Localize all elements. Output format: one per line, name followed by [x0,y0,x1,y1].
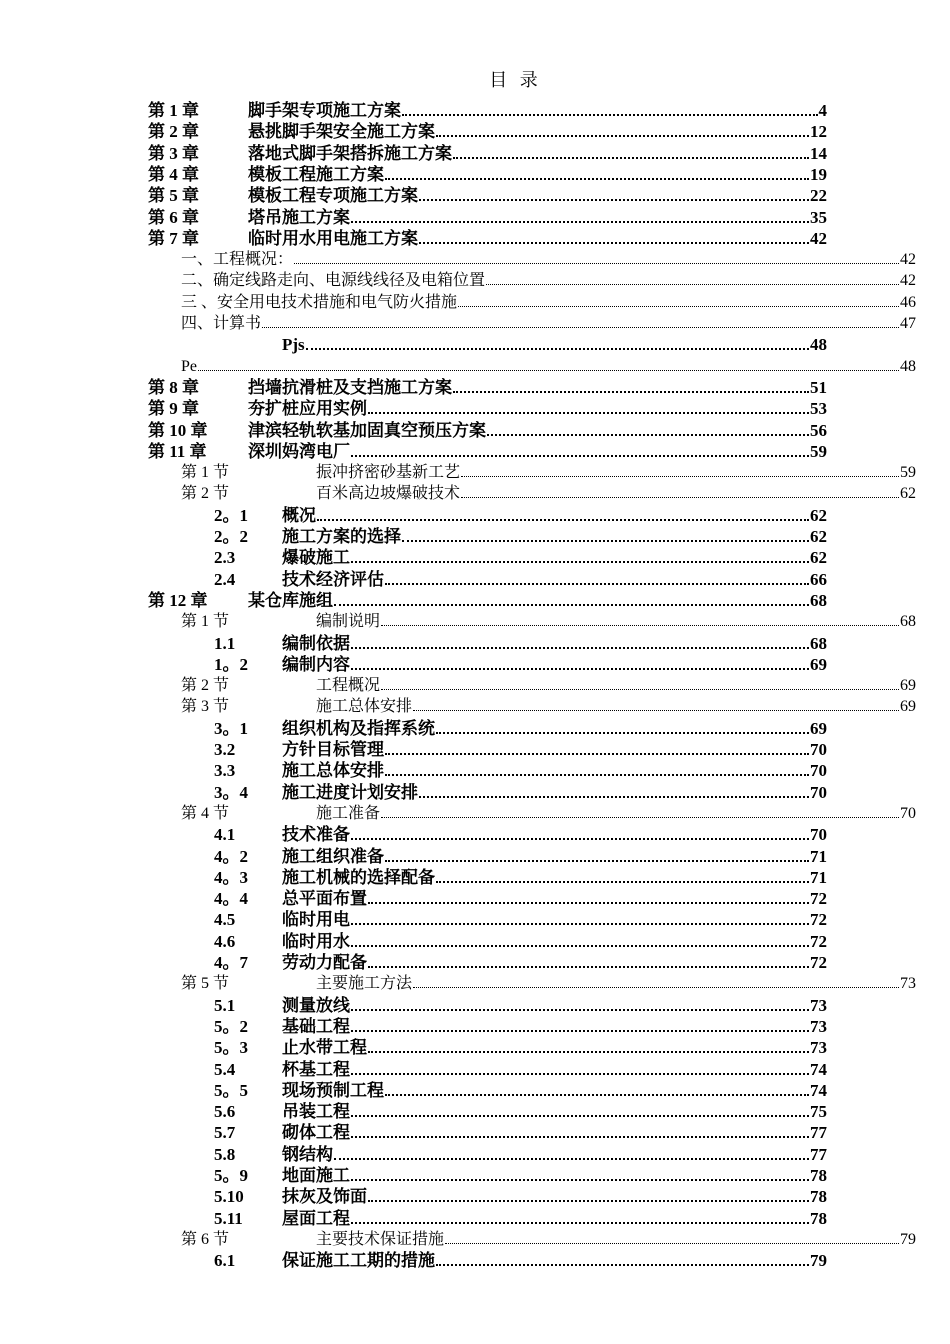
toc-entry-number: 第 5 章 [148,186,199,206]
toc-entry-title: 四、计算书 [181,315,262,332]
dot-leader [487,420,809,436]
toc-entry-title: 施工总体安排 [282,761,384,781]
toc-entry-page-number: 74 [810,1080,827,1100]
toc-entry[interactable] [214,1101,827,1122]
dot-leader [453,143,809,159]
toc-entry-page-number: 73 [810,1016,827,1036]
toc-entry-page-number: 62 [810,505,827,525]
dot-leader [436,867,809,883]
toc-entry-title: 三 、安全用电技术措施和电气防火措施 [181,293,458,311]
toc-entry-title: 止水带工程 [282,1038,367,1058]
toc-entry[interactable] [214,867,827,888]
dot-leader [445,1230,899,1244]
toc-entry-page-number: 53 [810,399,827,419]
toc-entry[interactable] [148,228,827,249]
toc-entry-title: 概况 [282,505,316,525]
dot-leader [385,164,809,180]
dot-leader [334,1144,809,1160]
toc-entry-title: 模板工程施工方案 [248,164,384,184]
dot-leader [351,207,809,223]
toc-entry-number: 4。4 [214,889,248,909]
toc-entry-title: 深圳妈湾电厂 [248,441,350,461]
dot-leader [262,314,899,328]
toc-entry[interactable] [148,377,827,398]
toc-entry[interactable] [148,121,827,142]
toc-entry[interactable] [148,164,827,185]
toc-entry-number: 5.4 [214,1059,236,1079]
toc-entry-page-number: 42 [810,228,827,248]
dot-leader [351,931,809,947]
toc-entry[interactable] [214,824,827,845]
toc-entry-title: 某仓库施组 [248,590,333,610]
dot-leader [351,633,809,649]
toc-entry-page-number: 74 [810,1059,827,1079]
dot-leader [385,739,809,755]
toc-entry-number: 第 1 节 [181,613,230,631]
toc-entry-number: 3.3 [214,761,236,781]
toc-entry-page-number: 69 [810,654,827,674]
toc-entry[interactable] [214,846,827,867]
toc-entry-number: 第 3 章 [148,143,199,163]
toc-entry-title: 临时用电 [282,910,350,930]
toc-entry-number: 3。1 [214,718,248,738]
toc-entry[interactable] [214,760,827,781]
toc-entry-number: 第 7 章 [148,228,199,248]
toc-entry-page-number: 12 [810,122,827,142]
toc-entry[interactable] [214,888,827,909]
toc-entry[interactable] [148,590,827,611]
toc-entry-number: 4。2 [214,846,248,866]
toc-entry[interactable] [214,334,827,355]
dot-leader [351,547,809,563]
toc-entry-title: 施工进度计划安排 [282,782,418,802]
toc-entry[interactable] [214,909,827,930]
dot-leader [198,357,899,371]
dot-leader [458,293,899,307]
toc-entry-number: 2.4 [214,569,236,589]
toc-entry-number: 2。2 [214,527,248,546]
dot-leader [368,1186,809,1202]
dot-leader [381,612,899,626]
dot-leader [351,1122,809,1138]
dot-leader [351,824,809,840]
toc-entry-page-number: 78 [810,1208,827,1228]
toc-entry-page-number: 47 [900,315,916,332]
toc-entry-title: 爆破施工 [282,548,350,568]
dot-leader [453,377,809,393]
toc-entry-title: 方针目标管理 [282,740,384,759]
toc-entry-page-number: 79 [810,1251,827,1271]
toc-entry[interactable] [148,143,827,164]
toc-entry-number: 第 5 节 [181,975,230,993]
toc-entry-page-number: 70 [810,782,827,802]
toc-entry-title: 劳动力配备 [282,953,367,972]
toc-entry[interactable] [214,1250,827,1271]
toc-entry[interactable] [148,207,827,228]
toc-entry[interactable] [148,441,827,462]
toc-entry-title: 工程概况 [316,677,381,695]
toc-entry-number: 第 6 节 [181,1230,230,1248]
toc-entry-number: 5.6 [214,1102,236,1122]
toc-entry-page-number: 14 [810,143,827,163]
toc-entry-page-number: 4 [818,101,827,120]
toc-entry-page-number: 71 [810,846,827,866]
toc-entry-title: 编制说明 [316,613,381,631]
toc-entry[interactable] [214,1186,827,1207]
dot-leader [419,185,809,201]
toc-entry-page-number: 68 [810,590,827,610]
toc-entry-number: 5.10 [214,1187,244,1207]
toc-entry[interactable] [214,1016,827,1037]
toc-entry-number: 1。2 [214,654,248,674]
dot-leader [368,952,809,968]
toc-entry-title: 振冲挤密砂基新工艺 [316,464,461,482]
toc-entry-number: 6.1 [214,1251,236,1271]
toc-entry-number: 4.6 [214,931,236,951]
toc-entry[interactable] [214,718,827,739]
toc-entry-title: 保证施工工期的措施 [282,1251,435,1271]
toc-entry[interactable] [181,696,916,717]
dot-leader [385,846,809,862]
toc-entry-page-number: 75 [810,1102,827,1122]
dot-leader [402,526,809,542]
dot-leader [317,505,809,521]
toc-entry[interactable] [148,185,827,206]
toc-entry-page-number: 59 [900,464,916,482]
toc-entry[interactable] [214,1208,827,1229]
toc-entry[interactable] [181,356,916,377]
toc-entry-page-number: 62 [810,548,827,568]
toc-entry-title: 夯扩桩应用实例 [248,399,367,419]
toc-entry-title: 一、工程概况： [181,251,294,269]
toc-entry[interactable] [148,420,827,441]
dot-leader [351,441,809,457]
toc-entry[interactable] [181,292,916,313]
toc-entry-page-number: 70 [810,761,827,781]
toc-entry-page-number: 69 [900,698,916,716]
toc-entry-title: 地面施工 [282,1166,350,1185]
toc-entry-number: 第 12 章 [148,590,208,610]
dot-leader [402,100,818,116]
toc-entry-page-number: 77 [810,1144,827,1164]
toc-entry-title: 砌体工程 [282,1123,350,1143]
toc-entry-title: 主要施工方法 [316,975,413,993]
toc-entry-number: 2。1 [214,505,248,525]
toc-entry-page-number: 56 [810,420,827,440]
toc-entry-title: 组织机构及指挥系统 [282,718,435,738]
toc-entry-number: 第 10 章 [148,420,208,440]
toc-entry-number: 3.2 [214,740,236,759]
dot-leader [436,1250,809,1266]
toc-entry[interactable] [214,1059,827,1080]
toc-entry-page-number: 51 [810,377,827,397]
toc-entry-page-number: 72 [810,910,827,930]
dot-leader [351,1016,809,1032]
toc-entry-page-number: 69 [810,718,827,738]
toc-entry-title: 临时用水用电施工方案 [248,228,418,248]
toc-entry[interactable] [214,547,827,568]
toc-entry-number: 第 4 节 [181,804,230,822]
toc-entry[interactable] [214,1165,827,1186]
dot-leader [486,271,899,285]
toc-entry-number: 第 2 节 [181,677,230,695]
toc-title: 目 录 [489,70,542,90]
dot-leader [351,1165,809,1181]
toc-entry-title: Pe [181,357,197,375]
toc-entry-title: 脚手架专项施工方案 [248,101,401,120]
toc-entry-title: 塔吊施工方案 [248,207,350,227]
toc-entry[interactable] [181,675,916,696]
toc-entry-title: 施工机械的选择配备 [282,867,435,887]
toc-entry-title: 施工总体安排 [316,698,413,716]
toc-entry-page-number: 48 [810,335,827,355]
toc-entry[interactable] [181,803,916,824]
toc-entry-number: 4.1 [214,825,236,845]
dot-leader [436,121,809,137]
toc-entry-title: 施工组织准备 [282,846,384,866]
toc-entry-number: 5.1 [214,995,236,1015]
toc-entry-title: 施工准备 [316,804,381,822]
toc-entry[interactable] [181,483,916,504]
toc-entry-title: 屋面工程 [282,1208,350,1228]
toc-entry-title: 技术准备 [282,825,350,845]
dot-leader [351,654,809,670]
toc-entry[interactable] [181,611,916,632]
toc-entry-number: 第 2 节 [181,485,230,503]
toc-entry-page-number: 42 [900,272,916,290]
toc-entry[interactable] [181,313,916,334]
toc-entry-page-number: 70 [810,740,827,759]
toc-entry[interactable] [214,952,827,973]
toc-entry[interactable] [214,1144,827,1165]
dot-leader [413,697,899,711]
toc-entry[interactable] [181,249,916,270]
toc-entry-number: 第 8 章 [148,377,199,397]
dot-leader [368,888,809,904]
toc-entry-page-number: 19 [810,164,827,184]
dot-leader [385,569,809,585]
toc-entry-page-number: 73 [900,975,916,993]
toc-entry[interactable] [214,995,827,1016]
toc-entry[interactable] [214,1037,827,1058]
toc-entry[interactable] [181,462,916,483]
toc-entry-number: 4。3 [214,867,248,887]
dot-leader [413,974,899,988]
dot-leader [334,590,809,606]
toc-entry[interactable] [214,782,827,803]
toc-entry-number: 1.1 [214,633,236,653]
toc-entry-number: 第 4 章 [148,164,199,184]
toc-entry-title: 钢结构 [282,1144,333,1164]
toc-entry-page-number: 77 [810,1123,827,1143]
toc-entry-number: 3。4 [214,782,248,802]
toc-entry-title: 基础工程 [282,1016,350,1036]
toc-entry-number: 第 2 章 [148,122,199,142]
toc-entry[interactable] [181,270,916,291]
toc-entry-number: 5.8 [214,1144,236,1164]
toc-entry-number: 5。3 [214,1038,248,1058]
toc-entry-title: 技术经济评估 [282,569,384,589]
toc-entry[interactable] [214,739,827,760]
toc-entry-page-number: 46 [900,293,916,311]
toc-entry-number: 第 9 章 [148,399,199,419]
toc-entry[interactable] [214,505,827,526]
toc-entry[interactable] [148,398,827,419]
toc-entry-page-number: 48 [900,357,916,375]
dot-leader [351,1059,809,1075]
toc-entry[interactable] [148,100,827,121]
toc-entry-page-number: 70 [810,825,827,845]
dot-leader [461,463,899,477]
toc-entry-number: 5.11 [214,1208,243,1228]
toc-entry-page-number: 42 [900,251,916,269]
toc-entry-page-number: 68 [810,633,827,653]
toc-entry[interactable] [214,654,827,675]
dot-leader [351,1208,809,1224]
toc-entry-number: 5.7 [214,1123,236,1143]
toc-entry-title: 总平面布置 [282,889,367,909]
dot-leader [351,995,809,1011]
toc-entry-page-number: 35 [810,207,827,227]
toc-entry[interactable] [181,1229,916,1250]
toc-entry-page-number: 78 [810,1187,827,1207]
toc-entry-title: 临时用水 [282,931,350,951]
toc-entry-page-number: 79 [900,1230,916,1248]
toc-entry-page-number: 62 [810,527,827,546]
toc-entry-title: 编制依据 [282,633,350,653]
toc-entry-page-number: 62 [900,485,916,503]
toc-entry-page-number: 78 [810,1166,827,1185]
toc-entry-title: 抹灰及饰面 [282,1187,367,1207]
toc-entry-title: 津滨轻轨软基加固真空预压方案 [248,420,486,440]
dot-leader [419,228,809,244]
toc-entry-title: 百米高边坡爆破技术 [316,485,461,503]
toc-entry-page-number: 73 [810,1038,827,1058]
dot-leader [381,804,899,818]
toc-entry-page-number: 70 [900,804,916,822]
dot-leader [419,782,809,798]
toc-entry[interactable] [214,1080,827,1101]
toc-entry-title: 悬挑脚手架安全施工方案 [248,122,435,142]
dot-leader [351,1101,809,1117]
toc-entry[interactable] [214,569,827,590]
toc-entry-number: 4。7 [214,953,248,972]
toc-entry-page-number: 68 [900,613,916,631]
toc-entry-page-number: 72 [810,953,827,972]
toc-entry-title: Pjs [282,335,305,355]
toc-entry-title: 施工方案的选择 [282,527,401,546]
toc-entry-number: 4.5 [214,910,236,930]
toc-entry[interactable] [181,973,916,994]
toc-entry[interactable] [214,633,827,654]
toc-entry-title: 模板工程专项施工方案 [248,186,418,206]
dot-leader [436,718,809,734]
dot-leader [368,398,809,414]
toc-entry-number: 5。2 [214,1016,248,1036]
toc-entry-page-number: 22 [810,186,827,206]
toc-entry-number: 2.3 [214,548,236,568]
toc-entry-page-number: 71 [810,867,827,887]
toc-entry-title: 测量放线 [282,995,350,1015]
toc-entry-page-number: 69 [900,677,916,695]
toc-entry-page-number: 72 [810,889,827,909]
toc-entry[interactable] [214,526,827,547]
toc-entry-number: 5。5 [214,1080,248,1100]
toc-entry-title: 杯基工程 [282,1059,350,1079]
toc-entry-number: 第 6 章 [148,207,199,227]
toc-entry-title: 主要技术保证措施 [316,1230,445,1248]
toc-entry-title: 落地式脚手架搭拆施工方案 [248,143,452,163]
toc-entry-page-number: 59 [810,441,827,461]
dot-leader [381,676,899,690]
toc-entry[interactable] [214,931,827,952]
toc-entry-number: 第 3 节 [181,698,230,716]
toc-entry-number: 5。9 [214,1166,248,1185]
toc-entry-page-number: 73 [810,995,827,1015]
toc-entry-title: 吊装工程 [282,1102,350,1122]
toc-entry-number: 第 11 章 [148,441,207,461]
toc-entry-title: 挡墙抗滑桩及支挡施工方案 [248,377,452,397]
dot-leader [306,334,809,350]
toc-entry-page-number: 72 [810,931,827,951]
toc-entry-number: 第 1 章 [148,101,199,120]
dot-leader [294,250,899,264]
dot-leader [385,1080,809,1096]
toc-entry-title: 现场预制工程 [282,1080,384,1100]
dot-leader [385,760,809,776]
toc-entry-page-number: 66 [810,569,827,589]
dot-leader [351,909,809,925]
toc-entry-title: 二、确定线路走向、电源线线径及电箱位置 [181,272,486,290]
toc-entry-number: 第 1 节 [181,464,230,482]
dot-leader [461,484,899,498]
toc-entry-title: 编制内容 [282,654,350,674]
dot-leader [368,1037,809,1053]
toc-entry[interactable] [214,1122,827,1143]
